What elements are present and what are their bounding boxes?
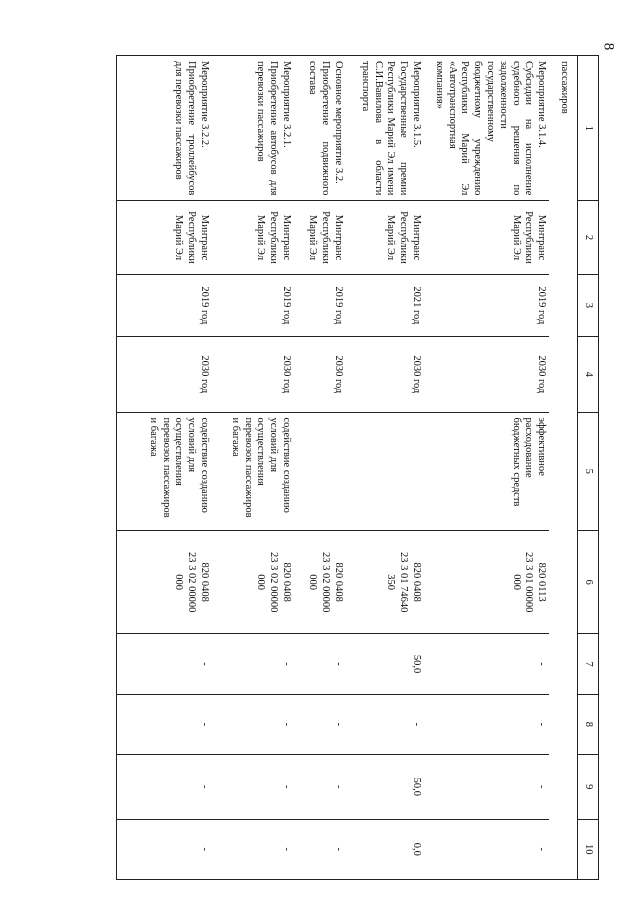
activity-name: Мероприятие 3.2.2. Приобретение троллейбусов для перевозки пассажиров (116, 56, 212, 201)
end-year: 2030 год (294, 337, 346, 412)
value-column-7: - (294, 634, 346, 694)
column-header-8: 8 (578, 694, 599, 754)
end-year: 2030 год (424, 337, 549, 412)
value-column-10: - (212, 819, 294, 879)
expected-result (346, 412, 424, 530)
budget-code: 820 0408 23 3 02 00000 000 (116, 530, 212, 633)
value-column-9: - (294, 754, 346, 819)
expected-result: эффективное расходование бюджетных средств (424, 412, 549, 530)
end-year: 2030 год (346, 337, 424, 412)
value-column-9: - (116, 754, 212, 819)
expected-result (294, 412, 346, 530)
column-header-9: 9 (578, 754, 599, 819)
start-year: 2019 год (212, 274, 294, 336)
value-column-10: - (116, 819, 212, 879)
table-row (346, 56, 424, 880)
table-row (294, 56, 346, 880)
table-row (116, 56, 212, 880)
end-year: 2030 год (116, 337, 212, 412)
budget-code: 820 0408 23 3 01 74640 350 (346, 530, 424, 633)
column-header-3: 3 (578, 274, 599, 336)
value-column-7: - (116, 634, 212, 694)
activity-name: Мероприятие 3.2.1. Приобретение автобусов для перевозки пассажиров (212, 56, 294, 201)
activity-name: Мероприятие 3.1.4. Субсидии на исполнение судебного решения по задолженности государственному бюджетному учреждению Республики Марий Эл «Автотранспортная компания» (424, 56, 549, 201)
value-column-8: - (424, 694, 549, 754)
activity-name: Основное мероприятие 3.2. Приобретение подвижного состава (294, 56, 346, 201)
value-column-10: - (294, 819, 346, 879)
value-column-7: - (212, 634, 294, 694)
column-header-4: 4 (578, 337, 599, 412)
column-header-7: 7 (578, 634, 599, 694)
value-column-9: - (424, 754, 549, 819)
responsible-executor: Минтранс Республики Марий Эл (212, 201, 294, 274)
activity-name: Мероприятие 3.1.5. Государственные премии Республики Марий Эл имени С.И.Вавилова в области транспорта (346, 56, 424, 201)
value-column-8: - (212, 694, 294, 754)
value-column-8: - (346, 694, 424, 754)
value-column-9: 50,0 (346, 754, 424, 819)
responsible-executor: Минтранс Республики Марий Эл (346, 201, 424, 274)
column-header-10: 10 (578, 819, 599, 879)
start-year: 2019 год (294, 274, 346, 336)
column-header-6: 6 (578, 530, 599, 633)
value-column-7: 50,0 (346, 634, 424, 694)
responsible-executor: Минтранс Республики Марий Эл (424, 201, 549, 274)
value-column-10: 0,0 (346, 819, 424, 879)
column-header-5: 5 (578, 412, 599, 530)
table-header-row (578, 56, 599, 880)
section-continuation-row (549, 56, 577, 880)
column-header-1: 1 (578, 56, 599, 201)
table-row (424, 56, 549, 880)
start-year: 2019 год (424, 274, 549, 336)
table-row (212, 56, 294, 880)
value-column-10: - (424, 819, 549, 879)
responsible-executor: Минтранс Республики Марий Эл (116, 201, 212, 274)
value-column-7: - (424, 634, 549, 694)
value-column-8: - (294, 694, 346, 754)
section-continuation-text: пассажиров (549, 56, 577, 880)
value-column-8: - (116, 694, 212, 754)
column-header-2: 2 (578, 201, 599, 274)
start-year: 2021 год (346, 274, 424, 336)
budget-code: 820 0408 23 3 02 00000 000 (212, 530, 294, 633)
value-column-9: - (212, 754, 294, 819)
page-number: 8 (600, 42, 617, 51)
budget-code: 820 0113 23 3 01 00000 000 (424, 530, 549, 633)
responsible-executor: Минтранс Республики Марий Эл (294, 201, 346, 274)
expected-result: содействие созданию условий для осуществления перевозок пассажиров и багажа (116, 412, 212, 530)
program-activities-table (116, 55, 599, 880)
end-year: 2030 год (212, 337, 294, 412)
start-year: 2019 год (116, 274, 212, 336)
expected-result: содействие созданию условий для осуществления перевозок пассажиров и багажа (212, 412, 294, 530)
budget-code: 820 0408 23 3 02 00000 000 (294, 530, 346, 633)
